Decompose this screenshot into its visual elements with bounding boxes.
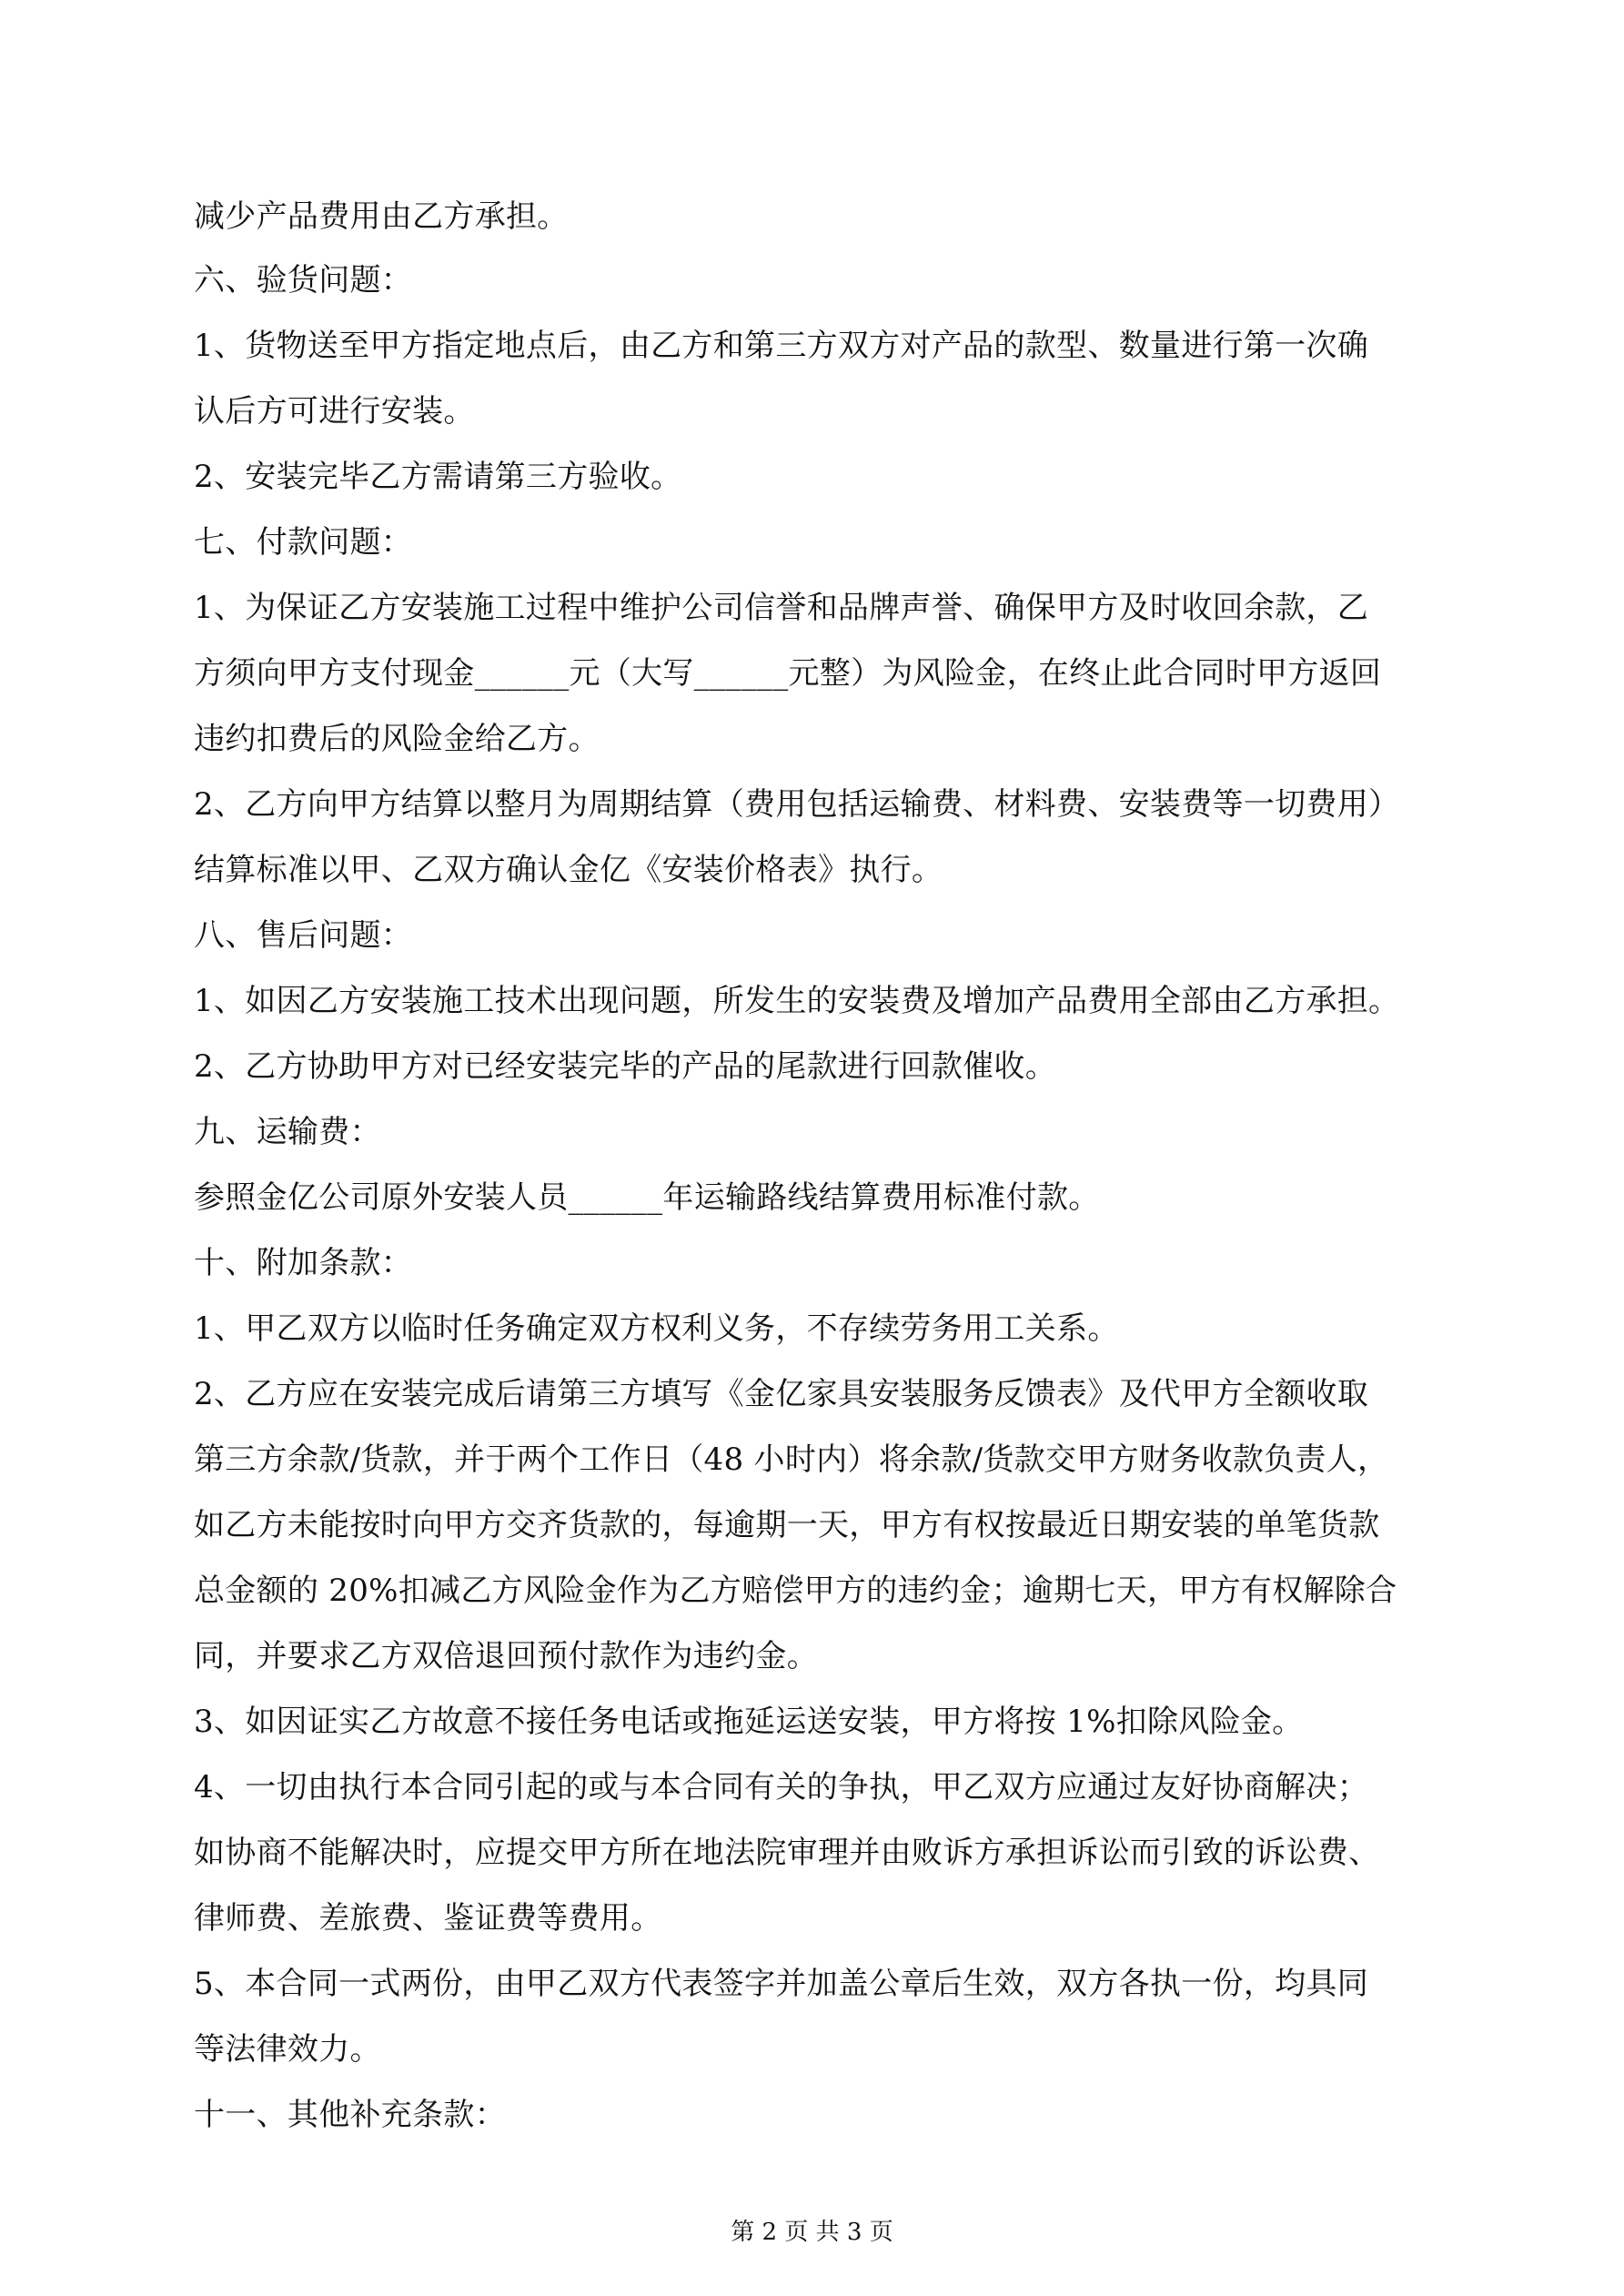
text-line: 4、一切由执行本合同引起的或与本合同有关的争执，甲乙双方应通过友好协商解决； bbox=[194, 1769, 1369, 1805]
text-line: 同，并要求乙方双倍退回预付款作为违约金。 bbox=[194, 1638, 818, 1674]
text-line: 律师费、差旅费、鉴证费等费用。 bbox=[194, 1900, 662, 1937]
text-line: 如协商不能解决时，应提交甲方所在地法院审理并由败诉方承担诉讼而引致的诉讼费、 bbox=[194, 1835, 1380, 1871]
text-line: 减少产品费用由乙方承担。 bbox=[194, 198, 569, 235]
text-line: 3、如因证实乙方故意不接任务电话或拖延运送安装，甲方将按 1%扣除风险金。 bbox=[194, 1704, 1304, 1740]
section-heading: 十一、其他补充条款： bbox=[194, 2097, 506, 2133]
section-heading: 六、验货问题： bbox=[194, 262, 413, 298]
text-line: 1、为保证乙方安装施工过程中维护公司信誉和品牌声誉、确保甲方及时收回余款，乙 bbox=[194, 590, 1369, 626]
text-line: 认后方可进行安装。 bbox=[194, 393, 475, 430]
page-number-footer: 第 2 页 共 3 页 bbox=[731, 2219, 893, 2246]
text-line: 参照金亿公司原外安装人员______年运输路线结算费用标准付款。 bbox=[194, 1179, 1100, 1216]
text-line: 2、乙方应在安装完成后请第三方填写《金亿家具安装服务反馈表》及代甲方全额收取 bbox=[194, 1376, 1369, 1412]
text-line: 2、乙方协助甲方对已经安装完毕的产品的尾款进行回款催收。 bbox=[194, 1048, 1057, 1085]
text-line: 5、本合同一式两份，由甲乙双方代表签字并加盖公章后生效，双方各执一份，均具同 bbox=[194, 1966, 1369, 2002]
section-heading: 七、付款问题： bbox=[194, 524, 413, 561]
text-line: 结算标准以甲、乙双方确认金亿《安装价格表》执行。 bbox=[194, 852, 943, 888]
section-heading: 十、附加条款： bbox=[194, 1245, 413, 1281]
text-line: 1、甲乙双方以临时任务确定双方权利义务，不存续劳务用工关系。 bbox=[194, 1310, 1119, 1347]
section-heading: 九、运输费： bbox=[194, 1114, 381, 1150]
text-line: 1、如因乙方安装施工技术出现问题，所发生的安装费及增加产品费用全部由乙方承担。 bbox=[194, 983, 1400, 1019]
text-line: 等法律效力。 bbox=[194, 2031, 381, 2068]
text-line: 1、货物送至甲方指定地点后，由乙方和第三方双方对产品的款型、数量进行第一次确 bbox=[194, 328, 1369, 364]
text-line: 2、安装完毕乙方需请第三方验收。 bbox=[194, 459, 682, 495]
text-line: 第三方余款/货款，并于两个工作日（48 小时内）将余款/货款交甲方财务收款负责人， bbox=[194, 1441, 1389, 1478]
text-line: 总金额的 20%扣减乙方风险金作为乙方赔偿甲方的违约金；逾期七天，甲方有权解除合 bbox=[194, 1573, 1397, 1609]
text-line: 违约扣费后的风险金给乙方。 bbox=[194, 721, 600, 757]
text-line: 方须向甲方支付现金______元（大写______元整）为风险金，在终止此合同时甲方返回 bbox=[194, 655, 1382, 692]
text-line: 2、乙方向甲方结算以整月为周期结算（费用包括运输费、材料费、安装费等一切费用） bbox=[194, 786, 1400, 823]
text-line: 如乙方未能按时向甲方交齐货款的，每逾期一天，甲方有权按最近日期安装的单笔货款 bbox=[194, 1507, 1380, 1543]
section-heading: 八、售后问题： bbox=[194, 917, 413, 954]
